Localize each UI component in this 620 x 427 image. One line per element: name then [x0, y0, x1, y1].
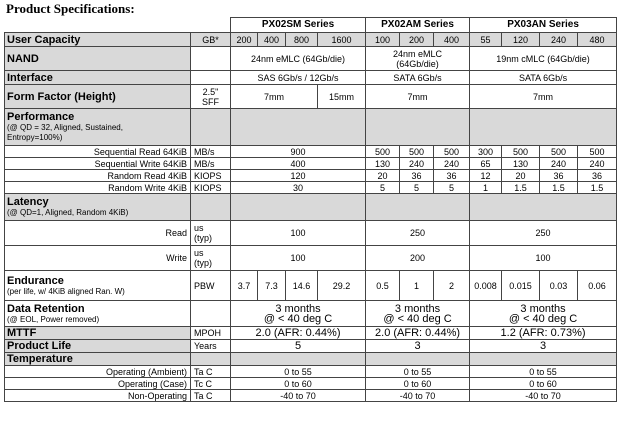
capacity-value: 480 — [578, 33, 617, 47]
gray-cell — [231, 353, 366, 366]
series-px02am: PX02AM Series — [366, 18, 470, 33]
latency-read-unit-line1: us — [194, 223, 204, 233]
capacity-value: 400 — [258, 33, 286, 47]
gray-cell — [470, 194, 617, 221]
temp-px02sm: 0 to 55 — [231, 366, 366, 378]
latency-read-px02sm: 100 — [231, 221, 366, 246]
capacity-value: 200 — [400, 33, 434, 47]
capacity-value: 1600 — [318, 33, 366, 47]
perf-px02sm: 30 — [231, 182, 366, 194]
perf-px02am: 500 — [400, 146, 434, 158]
latency-write-unit-line2: (typ) — [194, 258, 212, 268]
gray-cell — [366, 194, 470, 221]
nand-px03an: 19nm cMLC (64Gb/die) — [470, 47, 617, 71]
nand-row — [5, 47, 617, 71]
perf-px03an: 1.5 — [502, 182, 540, 194]
temp-px02am: 0 to 55 — [366, 366, 470, 378]
capacity-value: 100 — [366, 33, 400, 47]
form-factor-unit — [191, 85, 231, 109]
performance-label-cell — [5, 109, 191, 146]
endurance-px03an: 0.03 — [540, 271, 578, 301]
perf-px02sm: 900 — [231, 146, 366, 158]
latency-write-row — [5, 246, 617, 271]
interface-px02sm: SAS 6Gb/s / 12Gb/s — [231, 71, 366, 85]
interface-unit — [191, 71, 231, 85]
perf-px03an: 300 — [470, 146, 502, 158]
endurance-px03an: 0.06 — [578, 271, 617, 301]
product-life-unit: Years — [191, 340, 231, 353]
performance-note-line2: Entropy=100%) — [7, 133, 63, 142]
perf-px02am: 20 — [366, 170, 400, 182]
gray-cell — [366, 353, 470, 366]
temp-px03an: -40 to 70 — [470, 390, 617, 402]
gray-cell — [470, 353, 617, 366]
table-row — [5, 182, 617, 194]
perf-row-label: Random Write 4KiB — [5, 182, 191, 194]
perf-px03an: 500 — [578, 146, 617, 158]
retention-unit — [191, 301, 231, 327]
perf-row-unit: KIOPS — [191, 182, 231, 194]
capacity-value: 240 — [540, 33, 578, 47]
capacity-value: 55 — [470, 33, 502, 47]
latency-label: Latency — [7, 196, 49, 208]
nand-label: NAND — [5, 47, 191, 71]
perf-px02am: 240 — [434, 158, 470, 170]
table-row — [5, 146, 617, 158]
perf-px03an: 36 — [578, 170, 617, 182]
perf-row-unit: MB/s — [191, 158, 231, 170]
latency-write-label: Write — [5, 246, 191, 271]
latency-note: (@ QD=1, Aligned, Random 4KiB) — [7, 208, 129, 217]
spec-table — [4, 17, 617, 402]
endurance-unit: PBW — [191, 271, 231, 301]
form-factor-unit-line2: SFF — [202, 96, 219, 107]
capacity-value: 400 — [434, 33, 470, 47]
latency-read-px02am: 250 — [366, 221, 470, 246]
mttf-row — [5, 327, 617, 340]
temp-px03an: 0 to 55 — [470, 366, 617, 378]
temp-px02am: -40 to 70 — [366, 390, 470, 402]
perf-px03an: 240 — [578, 158, 617, 170]
capacity-label: User Capacity — [5, 33, 191, 47]
perf-px02am: 36 — [434, 170, 470, 182]
temp-row-unit: Ta C — [191, 390, 231, 402]
form-factor-row — [5, 85, 617, 109]
performance-label: Performance — [7, 111, 75, 123]
gray-cell — [366, 109, 470, 146]
form-factor-px03an: 7mm — [470, 85, 617, 109]
nand-unit — [191, 47, 231, 71]
perf-px02am: 240 — [400, 158, 434, 170]
table-row — [5, 378, 617, 390]
endurance-px03an: 0.015 — [502, 271, 540, 301]
nand-px02sm: 24nm eMLC (64Gb/die) — [231, 47, 366, 71]
retention-px02sm — [231, 301, 366, 327]
endurance-px03an: 0.008 — [470, 271, 502, 301]
perf-px02am: 36 — [400, 170, 434, 182]
perf-px03an: 1.5 — [578, 182, 617, 194]
latency-label-cell — [5, 194, 191, 221]
temp-row-unit: Tc C — [191, 378, 231, 390]
retention-line1: 3 months — [520, 302, 566, 315]
perf-px02am: 5 — [434, 182, 470, 194]
form-factor-px02sm-7mm: 7mm — [231, 85, 318, 109]
latency-read-unit — [191, 221, 231, 246]
nand-px02am — [366, 47, 470, 71]
retention-px03an — [470, 301, 617, 327]
perf-px03an: 1.5 — [540, 182, 578, 194]
perf-px03an: 20 — [502, 170, 540, 182]
perf-px02am: 130 — [366, 158, 400, 170]
retention-line2: @ < 40 deg C — [383, 312, 452, 325]
temp-row-label: Operating (Ambient) — [5, 366, 191, 378]
endurance-row — [5, 271, 617, 301]
temperature-label: Temperature — [5, 353, 191, 366]
retention-line2: @ < 40 deg C — [263, 312, 333, 325]
interface-px03an: SATA 6Gb/s — [470, 71, 617, 85]
mttf-px03an: 1.2 (AFR: 0.73%) — [470, 327, 617, 340]
retention-line1: 3 months — [275, 302, 321, 315]
temp-px02am: 0 to 60 — [366, 378, 470, 390]
endurance-px02sm: 29.2 — [318, 271, 366, 301]
latency-read-label: Read — [5, 221, 191, 246]
retention-note: (@ EOL, Power removed) — [7, 314, 100, 324]
latency-write-px02am: 200 — [366, 246, 470, 271]
series-px03an: PX03AN Series — [470, 18, 617, 33]
perf-row-label: Sequential Write 64KiB — [5, 158, 191, 170]
mttf-unit: MPOH — [191, 327, 231, 340]
gray-cell — [231, 109, 366, 146]
perf-row-unit: MB/s — [191, 146, 231, 158]
form-factor-unit-line1: 2.5" — [202, 86, 219, 97]
perf-row-unit: KIOPS — [191, 170, 231, 182]
blank-cell — [191, 18, 231, 33]
latency-read-px03an: 250 — [470, 221, 617, 246]
product-life-px02sm: 5 — [231, 340, 366, 353]
perf-px03an: 1 — [470, 182, 502, 194]
form-factor-px02sm-15mm: 15mm — [318, 85, 366, 109]
table-row — [5, 170, 617, 182]
perf-px03an: 500 — [540, 146, 578, 158]
perf-px03an: 240 — [540, 158, 578, 170]
retention-line2: @ < 40 deg C — [508, 312, 578, 325]
endurance-px02am: 1 — [400, 271, 434, 301]
retention-row — [5, 301, 617, 327]
latency-write-unit-line1: us — [194, 248, 204, 258]
temp-row-label: Operating (Case) — [5, 378, 191, 390]
capacity-value: 120 — [502, 33, 540, 47]
product-life-px02am: 3 — [366, 340, 470, 353]
latency-read-row — [5, 221, 617, 246]
temp-row-unit: Ta C — [191, 366, 231, 378]
series-header-row — [5, 18, 617, 33]
mttf-px02am: 2.0 (AFR: 0.44%) — [366, 327, 470, 340]
interface-px02am: SATA 6Gb/s — [366, 71, 470, 85]
capacity-value: 200 — [231, 33, 258, 47]
product-life-label: Product Life — [5, 340, 191, 353]
gray-cell — [470, 109, 617, 146]
performance-note-line1: (@ QD = 32, Aligned, Sustained, — [7, 123, 123, 132]
perf-row-label: Sequential Read 64KiB — [5, 146, 191, 158]
page-heading: Product Specifications: — [6, 1, 135, 16]
gray-cell — [191, 194, 231, 221]
latency-header-row — [5, 194, 617, 221]
retention-label: Data Retention — [7, 302, 85, 315]
retention-px02am — [366, 301, 470, 327]
temp-px02sm: 0 to 60 — [231, 378, 366, 390]
endurance-label: Endurance — [7, 274, 64, 287]
perf-px03an: 500 — [502, 146, 540, 158]
gray-cell — [191, 109, 231, 146]
mttf-label: MTTF — [5, 327, 191, 340]
endurance-px02sm: 14.6 — [286, 271, 318, 301]
temp-px02sm: -40 to 70 — [231, 390, 366, 402]
perf-px03an: 65 — [470, 158, 502, 170]
nand-px02am-line1: 24nm eMLC — [393, 48, 443, 59]
product-life-row — [5, 340, 617, 353]
retention-label-cell — [5, 301, 191, 327]
perf-px02sm: 120 — [231, 170, 366, 182]
performance-header-row — [5, 109, 617, 146]
table-row — [5, 158, 617, 170]
perf-px03an: 36 — [540, 170, 578, 182]
gray-cell — [191, 353, 231, 366]
interface-row — [5, 71, 617, 85]
endurance-px02am: 0.5 — [366, 271, 400, 301]
retention-line1: 3 months — [394, 302, 441, 315]
product-life-px03an: 3 — [470, 340, 617, 353]
perf-px02am: 500 — [434, 146, 470, 158]
perf-px02am: 5 — [366, 182, 400, 194]
table-row — [5, 390, 617, 402]
perf-px02sm: 400 — [231, 158, 366, 170]
latency-write-px03an: 100 — [470, 246, 617, 271]
perf-row-label: Random Read 4KiB — [5, 170, 191, 182]
interface-label: Interface — [5, 71, 191, 85]
endurance-px02sm: 7.3 — [258, 271, 286, 301]
capacity-value: 800 — [286, 33, 318, 47]
temp-px03an: 0 to 60 — [470, 378, 617, 390]
temperature-header-row — [5, 353, 617, 366]
mttf-px02sm: 2.0 (AFR: 0.44%) — [231, 327, 366, 340]
latency-read-unit-line2: (typ) — [194, 233, 212, 243]
gray-cell — [231, 194, 366, 221]
perf-px02am: 500 — [366, 146, 400, 158]
endurance-label-cell — [5, 271, 191, 301]
endurance-note: (per life, w/ 4KiB aligned Ran. W) — [7, 286, 125, 296]
form-factor-label: Form Factor (Height) — [5, 85, 191, 109]
series-px02sm: PX02SM Series — [231, 18, 366, 33]
capacity-unit: GB* — [191, 33, 231, 47]
form-factor-px02am: 7mm — [366, 85, 470, 109]
perf-px02am: 5 — [400, 182, 434, 194]
capacity-row — [5, 33, 617, 47]
endurance-px02sm: 3.7 — [231, 271, 258, 301]
perf-px03an: 130 — [502, 158, 540, 170]
perf-px03an: 12 — [470, 170, 502, 182]
endurance-px02am: 2 — [434, 271, 470, 301]
nand-px02am-line2: (64Gb/die) — [396, 58, 439, 69]
latency-write-unit — [191, 246, 231, 271]
blank-cell — [5, 18, 191, 33]
table-row — [5, 366, 617, 378]
latency-write-px02sm: 100 — [231, 246, 366, 271]
temp-row-label: Non-Operating — [5, 390, 191, 402]
